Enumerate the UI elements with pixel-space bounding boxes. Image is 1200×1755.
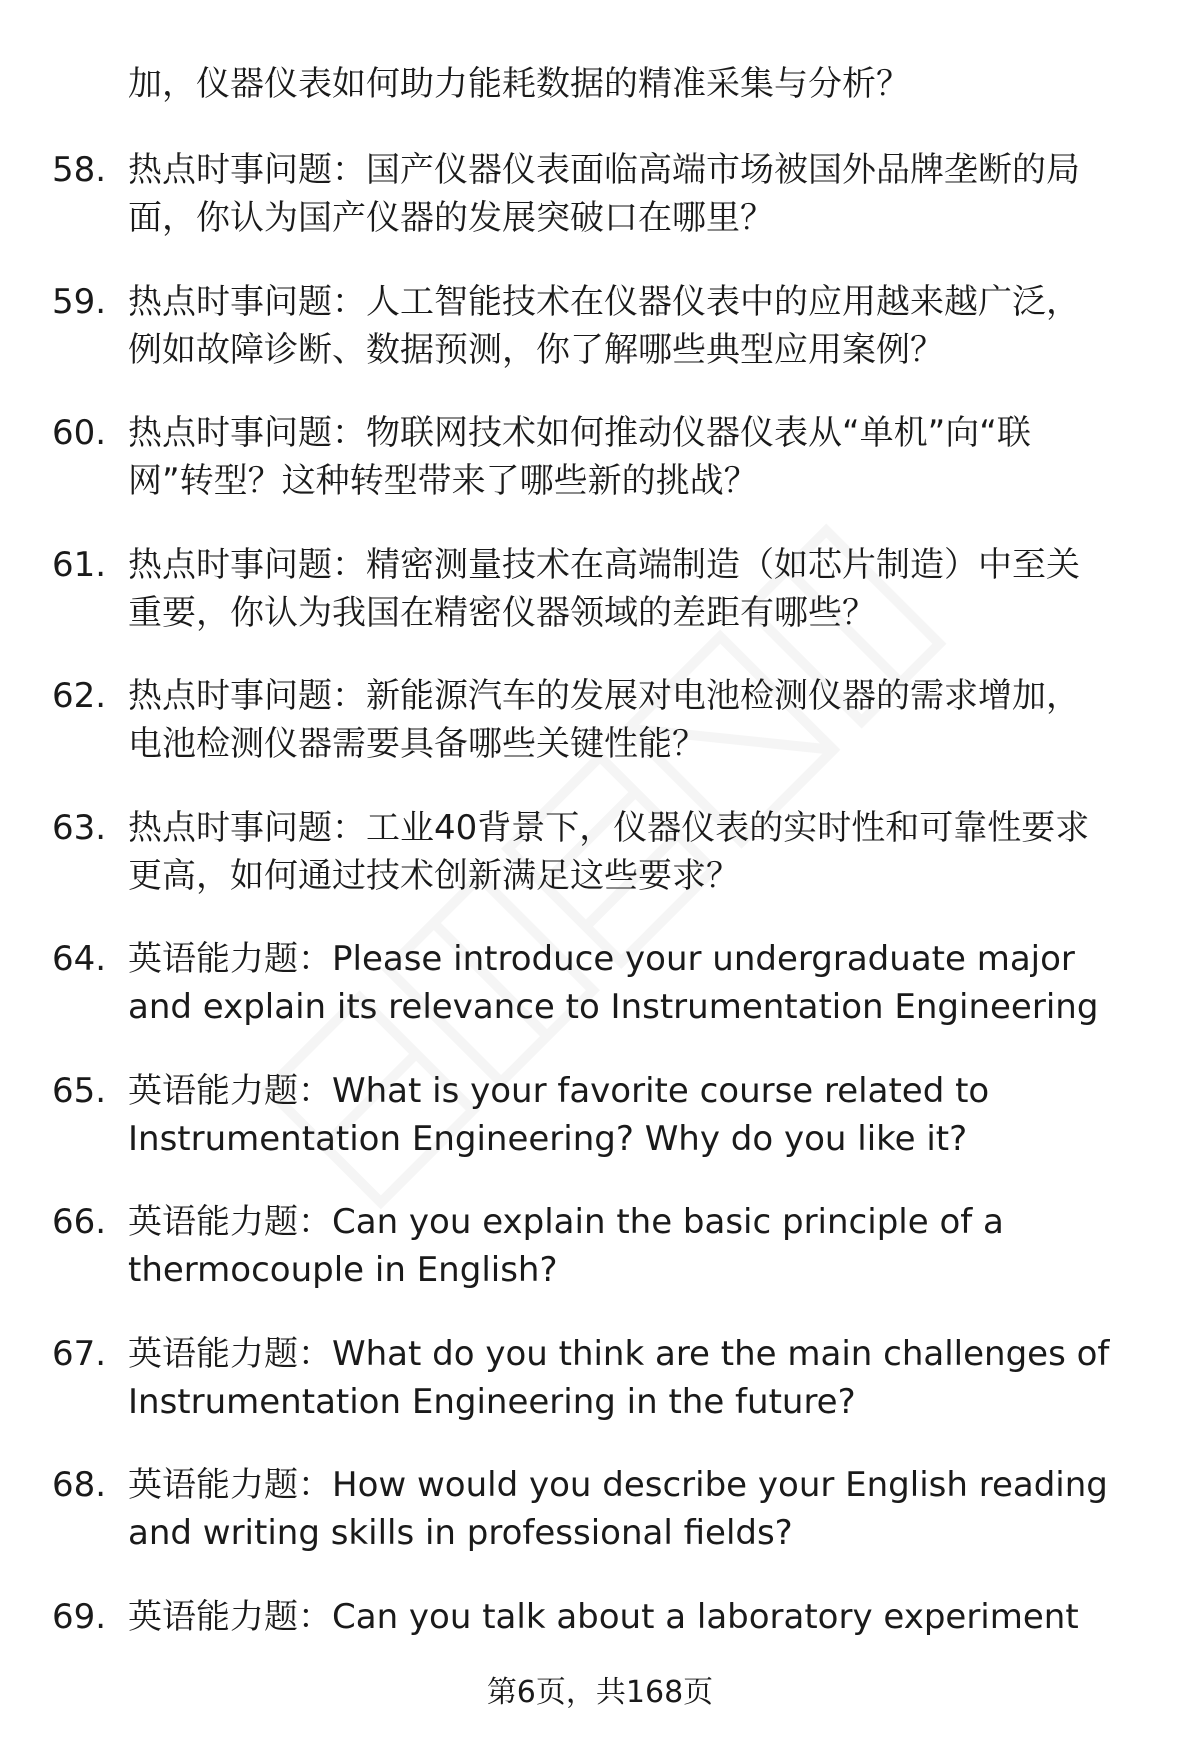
question-text-line: and writing skills in professional fields? [128, 1513, 793, 1553]
question-text [128, 1461, 1148, 1557]
question-text-line: 英语能力题：What do you think are the main challenges of [128, 1333, 1110, 1374]
question-text-line: 英语能力题：Can you talk about a laboratory experiment [128, 1596, 1079, 1637]
question-number: 68. [52, 1465, 107, 1505]
question-number: 58. [52, 150, 107, 190]
question-text [128, 1198, 1148, 1294]
continued-question-text: 加，仪器仪表如何助力能耗数据的精准采集与分析？ [128, 64, 910, 104]
question-text [128, 409, 1148, 505]
question-item [0, 1330, 1200, 1462]
question-item [0, 672, 1200, 804]
question-text-line: 热点时事问题：工业40背景下，仪器仪表的实时性和可靠性要求 [128, 807, 1090, 848]
question-text [128, 672, 1148, 768]
question-text [128, 146, 1148, 242]
question-item [0, 935, 1200, 1067]
question-item [0, 541, 1200, 673]
question-text-line: thermocouple in English? [128, 1250, 558, 1290]
question-text [128, 1593, 1148, 1641]
question-number: 69. [52, 1596, 107, 1637]
question-item [0, 1067, 1200, 1199]
question-number: 64. [52, 939, 107, 979]
question-number: 59. [52, 281, 107, 322]
question-number: 67. [52, 1333, 107, 1374]
question-text-line: 热点时事问题：国产仪器仪表面临高端市场被国外品牌垄断的局 [128, 150, 1080, 190]
question-text-line: 热点时事问题：新能源汽车的发展对电池检测仪器的需求增加， [128, 676, 1080, 716]
question-text-line: 英语能力题：Please introduce your undergraduate major [128, 939, 1075, 979]
question-text [128, 278, 1148, 374]
question-text-line: 面，你认为国产仪器的发展突破口在哪里？ [128, 198, 774, 238]
question-text-line: Instrumentation Engineering in the future? [128, 1381, 856, 1422]
question-text [128, 1330, 1148, 1426]
question-text-line: 例如故障诊断、数据预测，你了解哪些典型应用案例？ [128, 329, 944, 370]
question-text [128, 804, 1148, 900]
question-text-line: 英语能力题：Can you explain the basic principle of a [128, 1202, 1004, 1242]
page-footer: 第6页，共168页 [486, 1675, 714, 1710]
question-list [0, 146, 1200, 1724]
question-number: 65. [52, 1070, 107, 1111]
question-text-line: 英语能力题：What is your favorite course related to [128, 1070, 990, 1111]
question-item [0, 1198, 1200, 1330]
question-text-line: 热点时事问题：人工智能技术在仪器仪表中的应用越来越广泛， [128, 281, 1080, 322]
question-text-line: Instrumentation Engineering? Why do you like it? [128, 1118, 968, 1159]
question-text-line: 网”转型？这种转型带来了哪些新的挑战？ [128, 461, 758, 501]
question-item [0, 804, 1200, 936]
question-item [0, 1461, 1200, 1593]
question-item [0, 409, 1200, 541]
question-text-line: and explain its relevance to Instrumentation Engineering [128, 987, 1099, 1027]
question-text-line: 电池检测仪器需要具备哪些关键性能？ [128, 724, 706, 764]
question-item [0, 278, 1200, 410]
question-number: 63. [52, 807, 107, 848]
question-text-line: 热点时事问题：物联网技术如何推动仪器仪表从“单机”向“联 [128, 413, 1031, 453]
question-item [0, 146, 1200, 278]
question-text-line: 重要，你认为我国在精密仪器领域的差距有哪些？ [128, 592, 876, 633]
question-number: 62. [52, 676, 107, 716]
question-number: 61. [52, 544, 107, 585]
question-text [128, 1067, 1148, 1163]
question-text-line: 英语能力题：How would you describe your English reading [128, 1465, 1108, 1505]
question-number: 66. [52, 1202, 107, 1242]
question-text [128, 541, 1148, 637]
question-text-line: 热点时事问题：精密测量技术在高端制造（如芯片制造）中至关 [128, 544, 1080, 585]
question-number: 60. [52, 413, 107, 453]
question-text [128, 935, 1148, 1031]
question-text-line: 更高，如何通过技术创新满足这些要求？ [128, 855, 740, 896]
